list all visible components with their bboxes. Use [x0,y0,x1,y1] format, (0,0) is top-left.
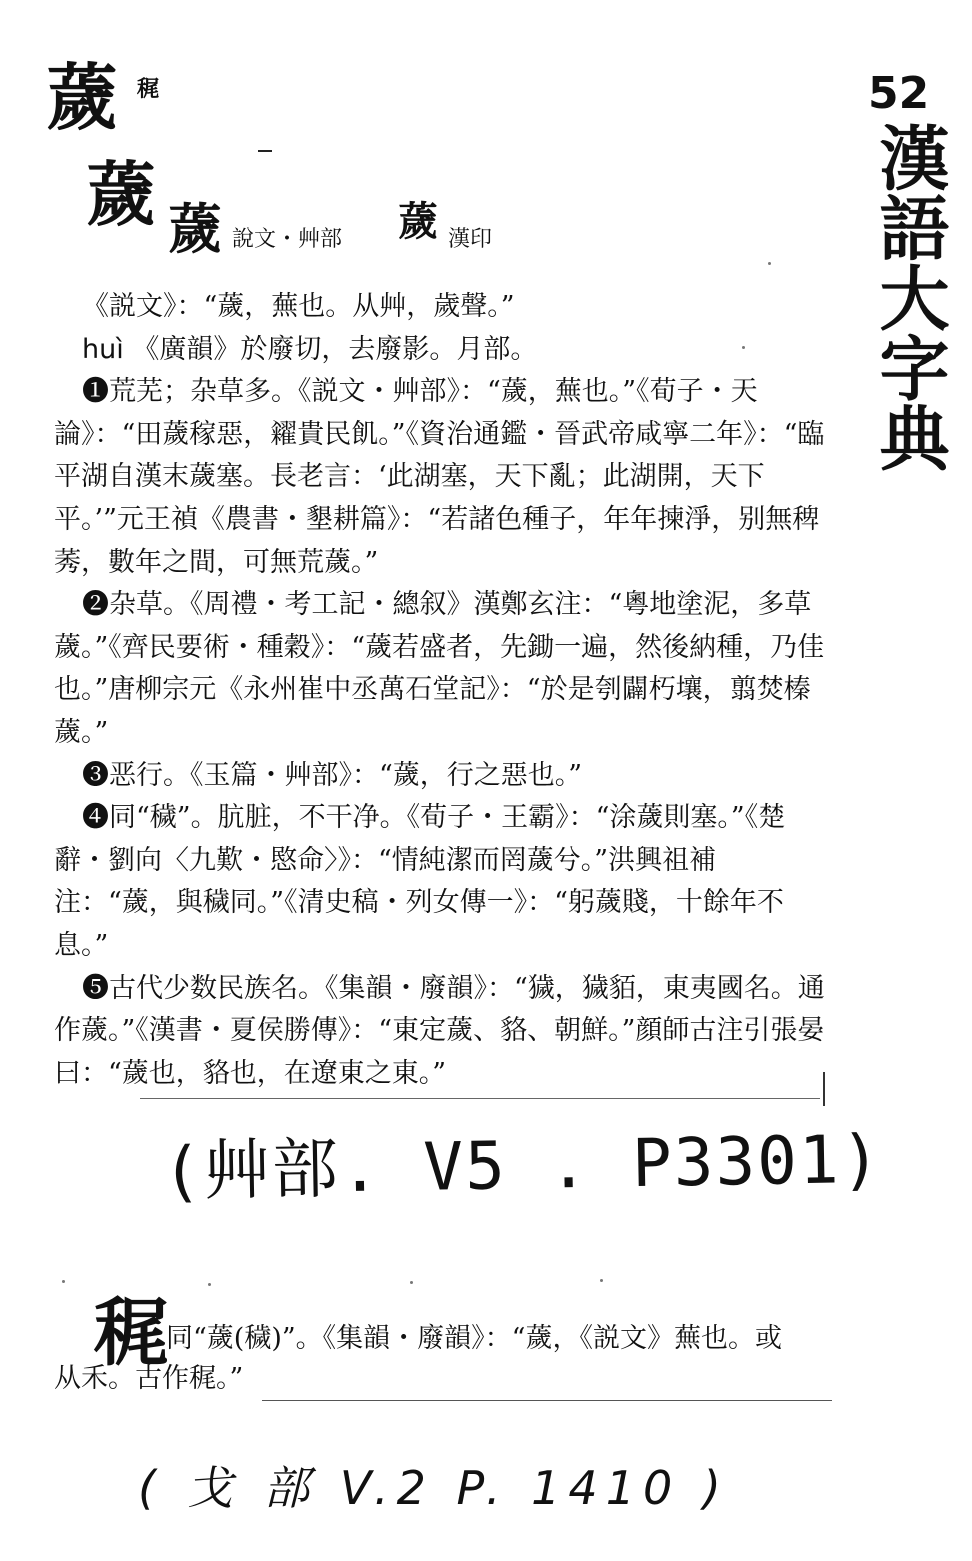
entry2-character: 䅏 [94,1290,168,1376]
headword-main: 薉 [46,55,119,140]
divider [258,150,272,152]
divider [140,1098,820,1099]
sense-number: ❶ [82,376,109,408]
sense-5 [54,968,826,1096]
sense-text: 同“穢”。肮脏，不干净。《荀子・王霸》：“涂薉則塞。”《楚辭・劉向〈九歎・愍命〉》：“情純潔而罔薉兮。”洪興祖補注：“薉，與穢同。”《清史稿・列女傳一》：“躬薉賤，十餘年不息。” [54,802,786,961]
shuowen-quote: 《説文》：“薉，蕪也。从艸，歲聲。” [82,291,515,322]
pinyin: huì [82,333,124,365]
sense-number: ❺ [82,972,109,1004]
sense-3 [54,755,826,798]
scan-speck [768,262,771,265]
entry-character: 薉 [86,153,156,236]
page-number: 52 [868,68,930,119]
sense-1 [54,371,826,584]
scan-speck [208,1283,211,1286]
sense-2 [54,584,826,754]
sense-4 [54,797,826,967]
scan-speck [600,1279,603,1282]
rhyme-info: 《廣韻》於廢切，去廢影。月部。 [132,333,538,365]
divider [262,1400,832,1401]
seal-source-label: 說文・艸部 [232,227,343,252]
entry-body [54,286,826,1095]
headword-variant: 䅏 [137,76,160,102]
sense-number: ❷ [82,589,109,621]
sense-text: 古代少数民族名。《集韻・廢韻》：“獩，獩貊，東夷國名。通作薉。”《漢書・夏侯勝傳》：“東定薉、貉、朝鮮。”顔師古注引張晏曰：“薉也，貉也，在遼東之東。” [54,972,825,1089]
sense-text: 杂草。《周禮・考工記・總叙》漢鄭玄注：“粵地塗泥，多草薉。”《齊民要術・種穀》：“薉若盛者，先鋤一遍，然後納種，乃佳也。”唐柳宗元《永州崔中丞萬石堂記》：“於是刳闢朽壤，翦焚榛薉。” [54,589,825,748]
sense-number: ❹ [82,802,109,834]
han-seal-glyph: 薉 [398,198,438,245]
scan-speck [62,1280,65,1283]
sense-text: 荒芜；杂草多。《説文・艸部》：“薉，蕪也。”《荀子・天論》：“田薉稼惡，糴貴民飢。”《資治通鑑・晉武帝咸寧二年》：“臨平湖自漢末薉塞。長老言：‘此湖塞，天下亂；此湖開，天下平。’”元王禎《農書・墾耕篇》：“若諸色種子，年年揀淨，别無稗莠，數年之間，可無荒薉。” [54,376,825,578]
dictionary-title: 漢語大字典 [868,122,951,472]
margin-mark [823,1072,825,1106]
han-seal-label: 漢印 [448,227,493,252]
sense-number: ❸ [82,759,109,791]
pronunciation-line [54,329,826,372]
entry2-text-line2: 从禾。古作䅏。” [54,1363,244,1394]
entry2-text-line1: 同“薉(穢)”。《集韻・廢韻》：“薉，《説文》蕪也。或 [166,1323,782,1354]
scan-speck [410,1281,413,1284]
sense-text: 恶行。《玉篇・艸部》：“薉，行之惡也。” [109,759,583,791]
seal-script-glyph: 薉 [168,197,222,261]
handwritten-reference-1: (艸部. V5 . P3301) [161,1120,884,1211]
handwritten-reference-2: ( 戈 部 V.2 P. 1410 ) [138,1461,729,1515]
